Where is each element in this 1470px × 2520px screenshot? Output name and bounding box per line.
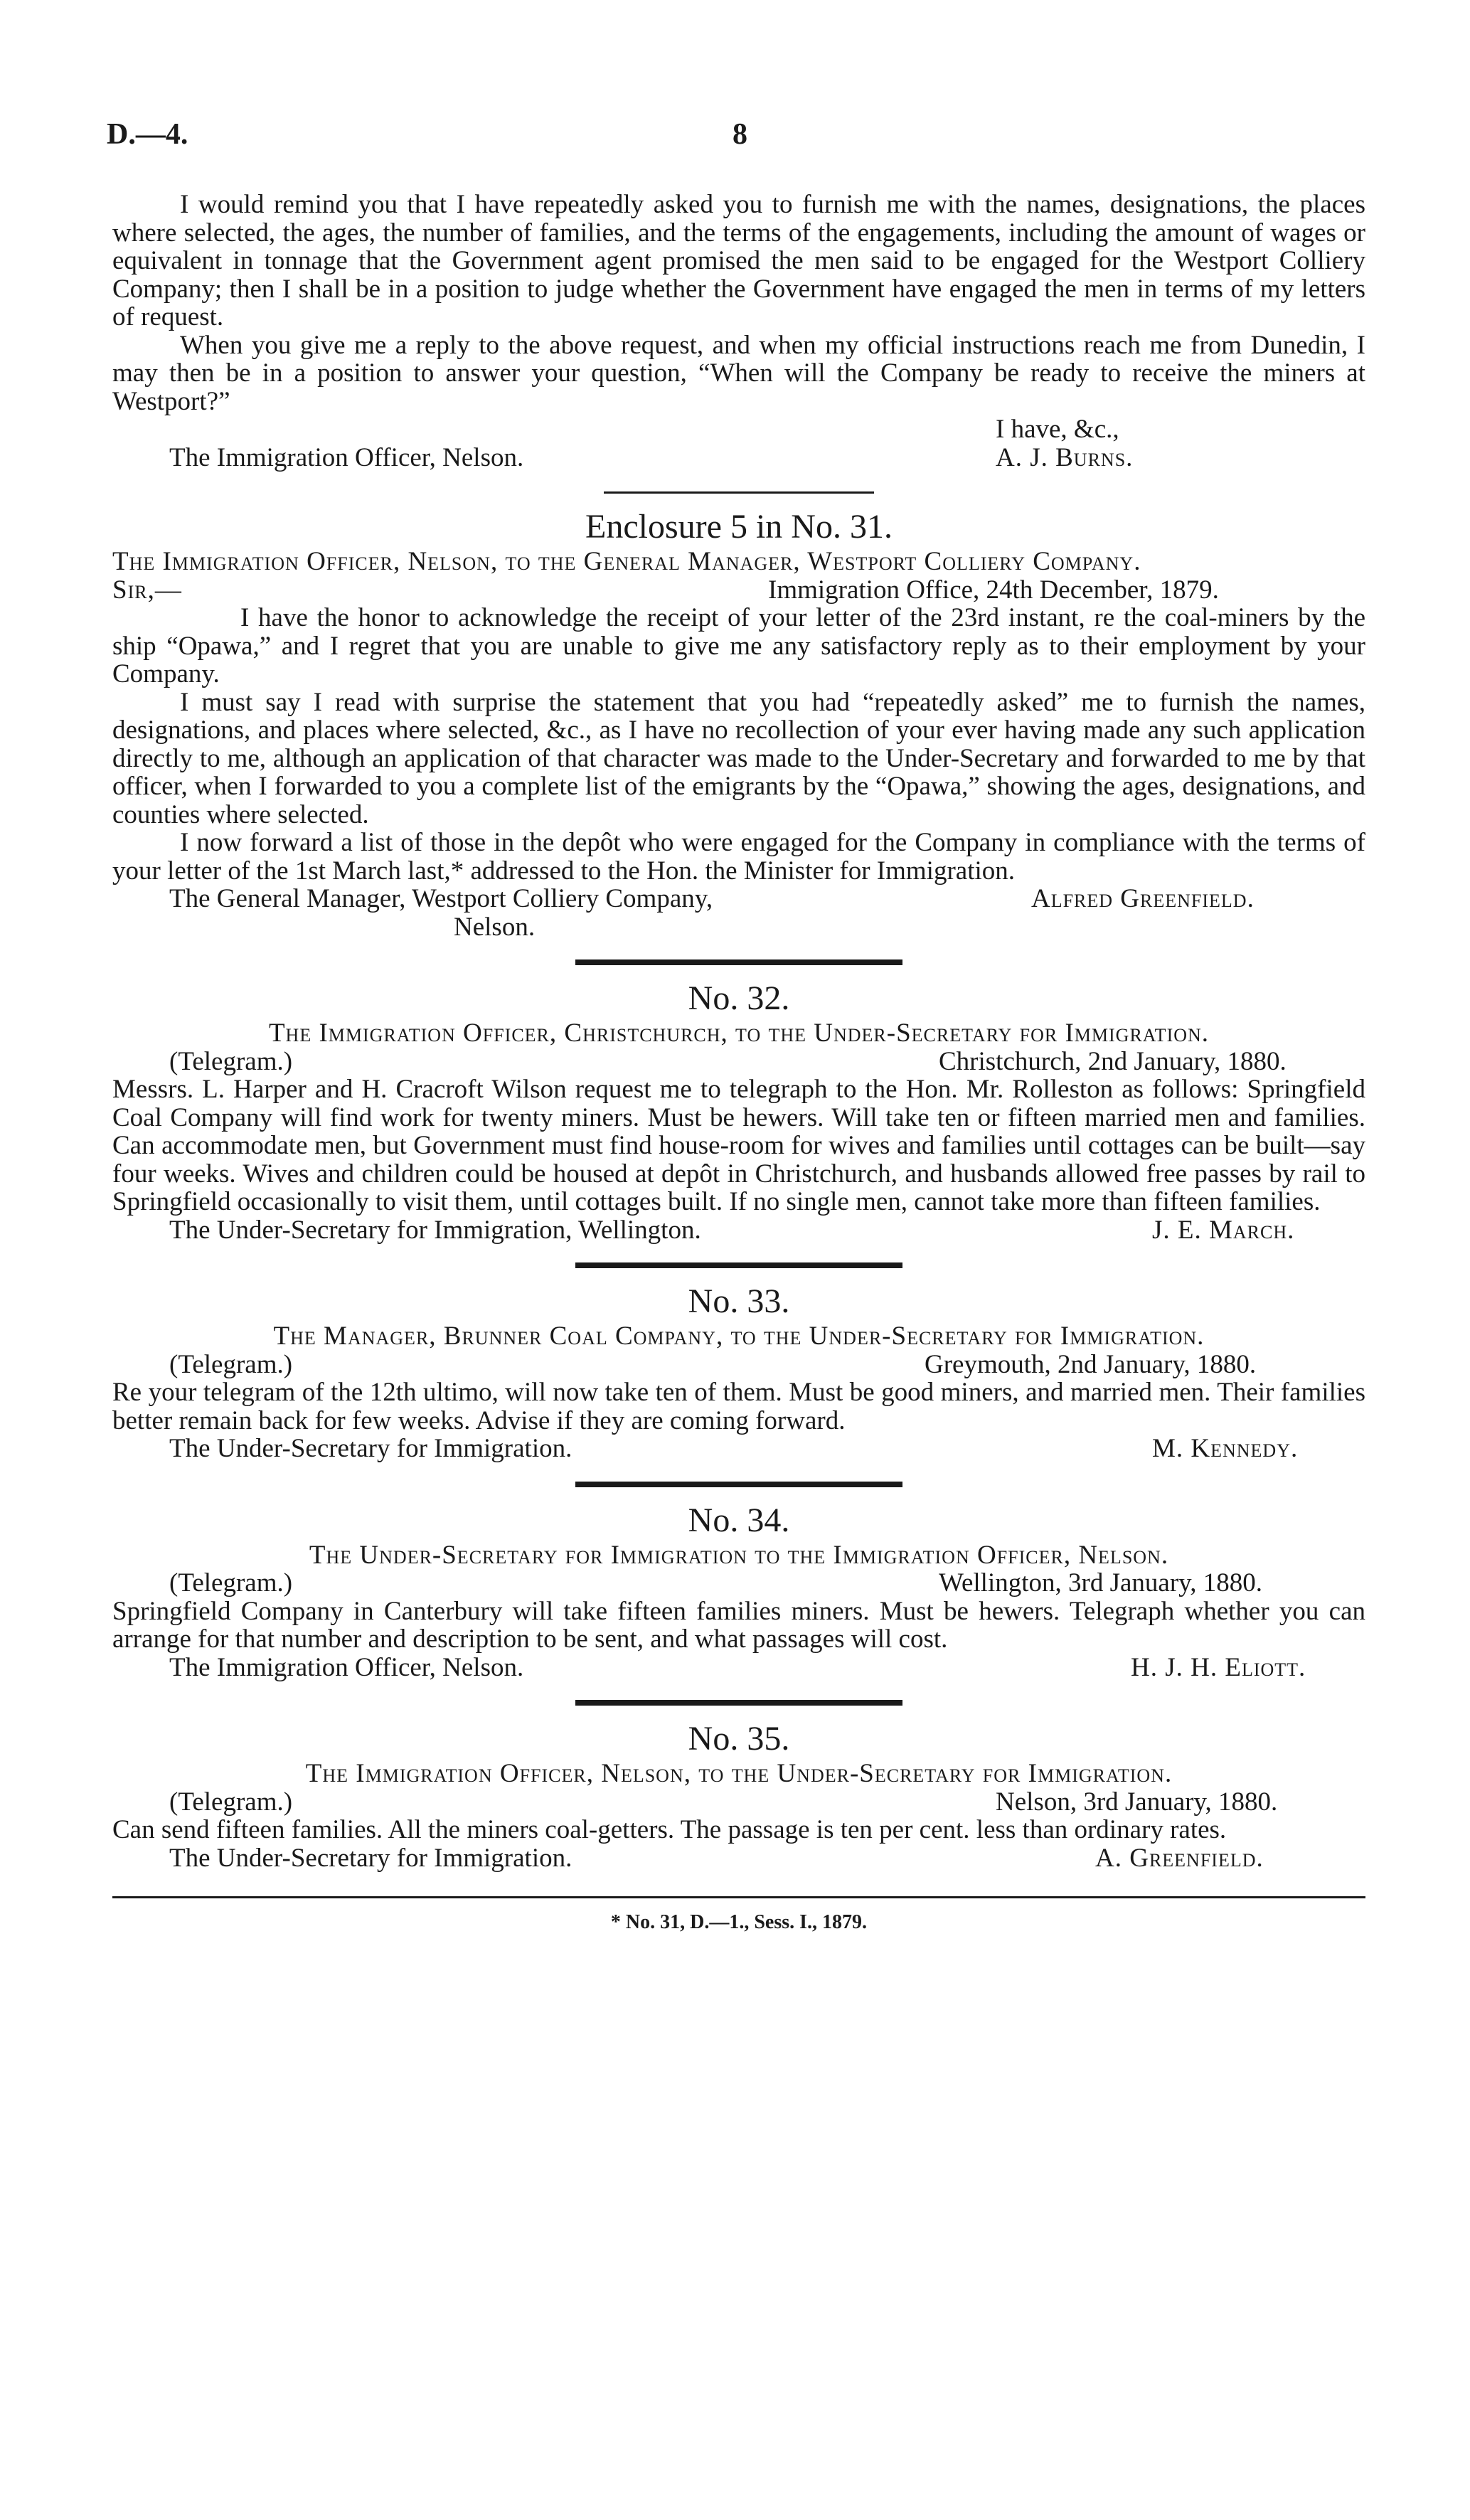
telegram-body: Re your telegram of the 12th ultimo, will now take ten of them. Must be good miners, and married men. Their families better remain back for few weeks. Advise if they are coming forward. [112,1378,1365,1435]
from-to-line: The Immigration Officer, Nelson, to the Under-Secretary for Immigration. [305,1759,1173,1788]
telegram-body: Springfield Company in Canterbury will take fifteen families miners. Must be hewers. Telegraph whether you can arrange for that number and description to be sent, and what passages will cost. [112,1596,1365,1654]
signature: J. E. March. [1152,1215,1295,1245]
signature: H. J. H. Eliott. [1131,1652,1306,1682]
addressee: The General Manager, Westport Colliery Company, [169,884,713,913]
telegram-meta [112,1351,1365,1379]
enclosure-title: Enclosure 5 in No. 31. [585,508,893,546]
section-rule [575,1700,902,1706]
salutation: Sir,— [112,575,182,605]
place-date: Greymouth, 2nd January, 1880. [925,1349,1257,1379]
letter-paragraph: I now forward a list of those in the depôt who were engaged for the Company in compliance with the terms of your letter of the 1st March last,* addressed to the Hon. the Minister for Immigration. [112,828,1365,886]
signature-row [112,444,1365,472]
footnote: * No. 31, D.—1., Sess. I., 1879. [610,1911,868,1933]
section-rule [575,1262,902,1268]
telegram-meta [112,1048,1365,1076]
series-code: D.—4. [107,118,188,151]
addressee: The Under-Secretary for Immigration. [169,1434,572,1463]
section-rule [604,491,874,494]
letter-paragraph: I have the honor to acknowledge the receipt of your letter of the 23rd instant, re the coal-miners by the ship “Opawa,” and I regret that you are unable to give me any satisfactory reply as to their employment by your Company. [112,603,1365,689]
telegram-meta [112,1569,1365,1597]
addressee: The Immigration Officer, Nelson. [169,442,524,472]
from-to-line: The Under-Secretary for Immigration to the Immigration Officer, Nelson. [309,1540,1169,1570]
from-to-line: The Manager, Brunner Coal Company, to the Under-Secretary for Immigration. [273,1322,1205,1351]
from-to-line: The Immigration Officer, Christchurch, to the Under-Secretary for Immigration. [268,1019,1210,1048]
telegram-label: (Telegram.) [169,1349,293,1379]
section-rule [575,959,902,965]
place-date: Nelson, 3rd January, 1880. [996,1787,1278,1817]
letter-paragraph: I would remind you that I have repeatedly asked you to furnish me with the names, designations, the places where selected, the ages, the number of families, and the terms of the engagements, including the amount of wages or equivalent in tonnage that the Government agent promised the men said to be engaged for the Westport Colliery Company; then I shall be in a position to judge whether the Government have engaged the men in terms of my letters of request. [112,190,1365,331]
place-date: Immigration Office, 24th December, 1879. [768,575,1219,605]
section-title: No. 33. [688,1282,790,1320]
telegram-label: (Telegram.) [169,1568,293,1597]
signature-row [112,1844,1365,1873]
telegram-label: (Telegram.) [169,1046,293,1076]
signature: Alfred Greenfield. [1031,884,1255,913]
section-title: No. 34. [688,1501,790,1539]
addressee: The Under-Secretary for Immigration. [169,1843,572,1873]
page-body [112,191,1365,1937]
letter-paragraph: I must say I read with surprise the statement that you had “repeatedly asked” me to furnish the names, designations, and places where selected, &c., as I have no recollection of your ever having made any such application directly to me, although an application of that character was made to the Under-Secretary and forwarded to me by that officer, when I forwarded to you a complete list of the emigrants by the “Opawa,” showing the ages, designations, and counties where selected. [112,687,1365,829]
salutation-row [112,576,1365,605]
addressee: The Immigration Officer, Nelson. [169,1652,524,1682]
closing-row [112,415,1365,444]
signature: A. J. Burns. [996,442,1134,472]
section-title: No. 32. [688,979,790,1017]
signature: A. Greenfield. [1095,1843,1264,1873]
place-date: Wellington, 3rd January, 1880. [939,1568,1262,1597]
from-to-line: The Immigration Officer, Nelson, to the General Manager, Westport Colliery Company. [112,547,1141,576]
signature: M. Kennedy. [1152,1434,1299,1463]
signature-row [112,1435,1365,1463]
place-date: Christchurch, 2nd January, 1880. [939,1046,1287,1076]
footnote-rule [112,1896,1365,1898]
signature-row [112,1216,1365,1245]
telegram-label: (Telegram.) [169,1787,293,1817]
telegram-meta [112,1788,1365,1817]
section-rule [575,1482,902,1487]
telegram-body: Messrs. L. Harper and H. Cracroft Wilson request me to telegraph to the Hon. Mr. Rolleston as follows: Springfield Coal Company will find work for twenty miners. Must be hewers. Will take ten or fifteen married men and families. Can accommodate men, but Government must find house-room for wives and families until cottages can be built—say four weeks. Wives and children could be housed at depôt in Christchurch, and husbands allowed free passes by rail to Springfield occasionally to visit them, until cottages built. If no single men, cannot take more than fifteen families. [112,1075,1365,1216]
page-number: 8 [733,118,747,151]
signature-row [112,885,1365,913]
addressee: The Under-Secretary for Immigration, Wellington. [169,1215,701,1245]
page-header [107,118,1365,156]
closing: I have, &c., [996,415,1119,444]
telegram-body: Can send fifteen families. All the miners coal-getters. The passage is ten per cent. less than ordinary rates. [112,1815,1227,1844]
addressee-place: Nelson. [454,912,536,942]
signature-row [112,1654,1365,1682]
section-title: No. 35. [688,1720,790,1758]
letter-paragraph: When you give me a reply to the above request, and when my official instructions reach me from Dunedin, I may then be in a position to answer your question, “When will the Company be ready to receive the miners at Westport?” [112,330,1365,416]
